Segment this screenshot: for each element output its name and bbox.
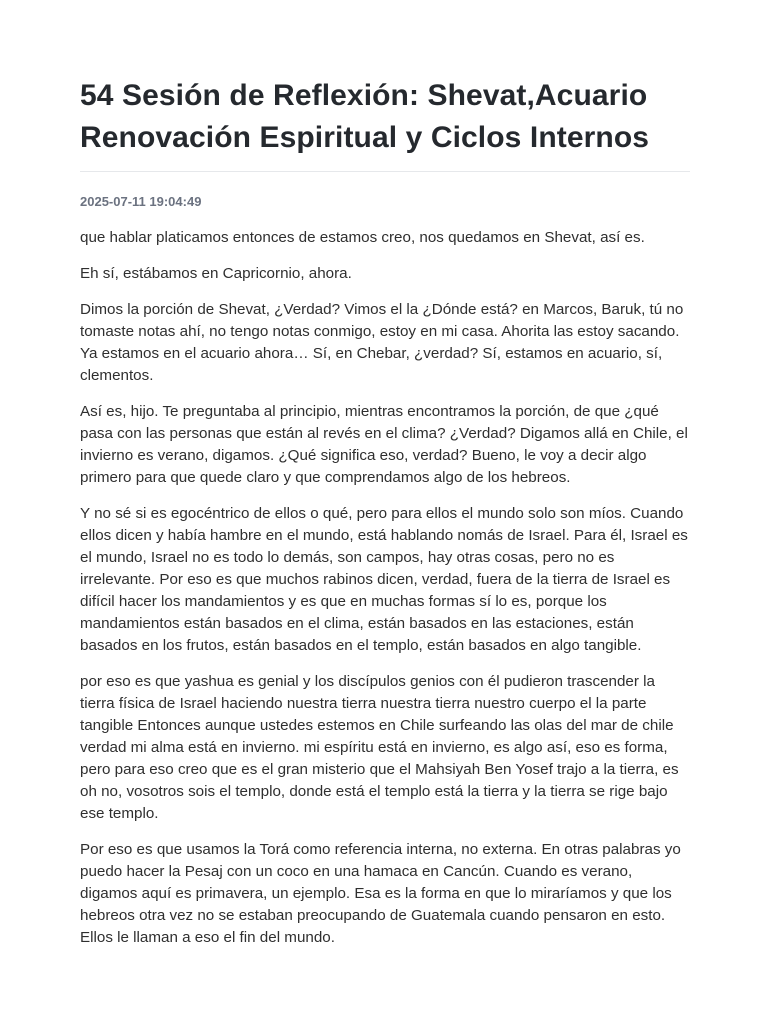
paragraph: Dimos la porción de Shevat, ¿Verdad? Vimos el la ¿Dónde está? en Marcos, Baruk, tú no tomaste notas ahí, no tengo notas conmigo, estoy en mi casa. Ahorita las estoy sacando. Ya estamos en el acuario ahora… Sí, en Chebar, ¿verdad? Sí, estamos en acuario, sí, clementos. bbox=[80, 301, 684, 384]
title-divider bbox=[80, 171, 690, 172]
paragraph: que hablar platicamos entonces de estamos creo, nos quedamos en Shevat, así es. bbox=[80, 229, 645, 246]
paragraph: Y no sé si es egocéntrico de ellos o qué, pero para ellos el mundo solo son míos. Cuando ellos dicen y había hambre en el mundo, está hablando nomás de Israel. Para él, Israel es el mundo, Israel no es todo lo demás, son campos, hay otras cosas, pero no es irrelevante. Por eso es que muchos rabinos dicen, verdad, fuera de la tierra de Israel es difícil hacer los mandamientos y es que en muchas formas sí lo es, porque los mandamientos están basados en el clima, están basados en las estaciones, están basados en los frutos, están basados en el templo, están basados en algo tangible. bbox=[80, 505, 688, 654]
article bbox=[80, 0, 690, 963]
page-title-line-1: 54 Sesión de Reflexión: Shevat,Acuario bbox=[80, 79, 648, 112]
paragraph: por eso es que yashua es genial y los discípulos genios con él pudieron trascender la tierra física de Israel haciendo nuestra tierra nuestra tierra nuestro cuerpo el la parte tangible Entonces aunque ustedes estemos en Chile surfeando las olas del mar de chile verdad mi alma está en invierno. mi espíritu está en invierno, es algo así, eso es forma, pero para eso creo que es el gran misterio que el Mahsiyah Ben Yosef trajo a la tierra, es oh no, vosotros sois el templo, donde está el templo está la tierra y la tierra se rige bajo ese templo. bbox=[80, 673, 679, 822]
paragraph: Por eso es que usamos la Torá como referencia interna, no externa. En otras palabras yo puedo hacer la Pesaj con un coco en una hamaca en Cancún. Cuando es verano, digamos aquí es primavera, un ejemplo. Esa es la forma en que lo miraríamos y que los hebreos otra vez no se estaban preocupando de Guatemala cuando pensaron en esto. Ellos le llaman a eso el fin del mundo. bbox=[80, 841, 681, 946]
paragraph: Así es, hijo. Te preguntaba al principio, mientras encontramos la porción, de que ¿qué pasa con las personas que están al revés en el clima? ¿Verdad? Digamos allá en Chile, el invierno es verano, digamos. ¿Qué significa eso, verdad? Bueno, le voy a decir algo primero para que quede claro y que comprendamos algo de los hebreos. bbox=[80, 403, 688, 486]
page-title bbox=[80, 0, 690, 159]
article-body bbox=[80, 227, 690, 949]
paragraph: Eh sí, estábamos en Capricornio, ahora. bbox=[80, 265, 352, 282]
post-timestamp: 2025-07-11 19:04:49 bbox=[80, 194, 202, 209]
page-title-line-2: Renovación Espiritual y Ciclos Internos bbox=[80, 121, 650, 154]
